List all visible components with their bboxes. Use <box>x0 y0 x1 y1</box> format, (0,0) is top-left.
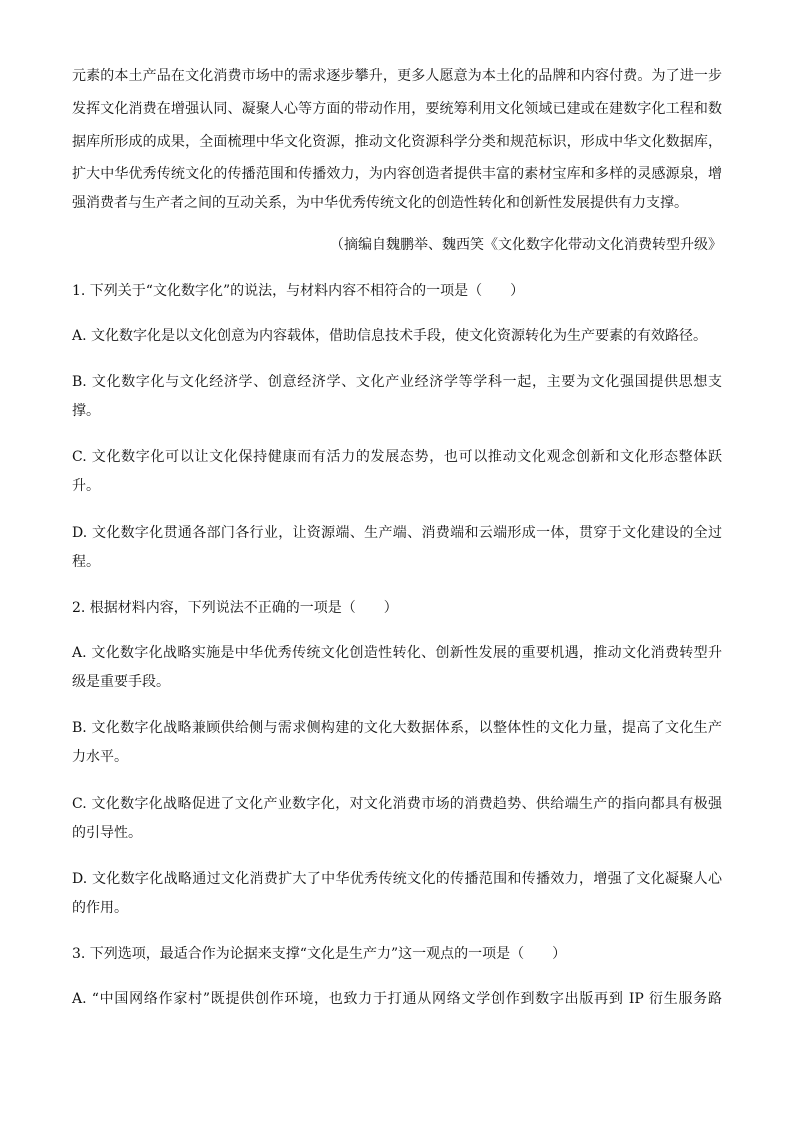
question-3-stem: 3. 下列选项，最适合作为论据来支撑“文化是生产力”这一观点的一项是（ ） <box>72 946 567 962</box>
question-1-option-d: D. 文化数字化贯通各部门各行业，让资源端、生产端、消费端和云端形成一体，贯穿于文化建设的全过 <box>72 525 722 541</box>
question-1-option-b: B. 文化数字化与文化经济学、创意经济学、文化产业经济学等学科一起，主要为文化强国提供思想支 <box>72 374 722 390</box>
question-2-option-b: B. 文化数字化战略兼顾供给侧与需求侧构建的文化大数据体系，以整体性的文化力量，提高了文化生产 <box>72 720 722 736</box>
question-2-option-d-cont: 的作用。 <box>72 900 128 916</box>
passage-line: 元素的本土产品在文化消费市场中的需求逐步攀升，更多人愿意为本土化的品牌和内容付费。为了进一步 <box>72 68 722 84</box>
question-2-option-a: A. 文化数字化战略实施是中华优秀传统文化创造性转化、创新性发展的重要机遇，推动文化消费转型升 <box>72 645 722 661</box>
question-1-option-d-cont: 程。 <box>72 554 100 570</box>
passage-line: 强消费者与生产者之间的互动关系，为中华优秀传统文化的创造性转化和创新性发展提供有力支撑。 <box>72 195 688 211</box>
question-2-option-d: D. 文化数字化战略通过文化消费扩大了中华优秀传统文化的传播范围和传播效力，增强了文化凝聚人心 <box>72 871 722 887</box>
passage-line: 扩大中华优秀传统文化的传播范围和传播效力，为内容创造者提供丰富的素材宝库和多样的灵感源泉，增 <box>72 166 722 182</box>
question-2-option-b-cont: 力水平。 <box>72 749 128 765</box>
question-1-option-c: C. 文化数字化可以让文化保持健康而有活力的发展态势，也可以推动文化观念创新和文化形态整体跃 <box>72 449 722 465</box>
question-2-stem: 2. 根据材料内容，下列说法不正确的一项是（ ） <box>72 600 398 616</box>
question-2-option-c: C. 文化数字化战略促进了文化产业数字化，对文化消费市场的消费趋势、供给端生产的指向都具有极强 <box>72 796 722 812</box>
passage-line: 据库所形成的成果，全面梳理中华文化资源，推动文化资源科学分类和规范标识，形成中华文化数据库， <box>72 134 722 150</box>
passage-line: 发挥文化消费在增强认同、凝聚人心等方面的带动作用，要统筹利用文化领域已建或在建数字化工程和数 <box>72 101 722 117</box>
passage-citation: （摘编自魏鹏举、魏西笑《文化数字化带动文化消费转型升级》 <box>330 237 722 253</box>
question-1-option-b-cont: 撑。 <box>72 403 100 419</box>
question-2-option-a-cont: 级是重要手段。 <box>72 674 170 690</box>
question-1-stem: 1. 下列关于“文化数字化”的说法，与材料内容不相符合的一项是（ ） <box>72 283 525 299</box>
question-1-option-a: A. 文化数字化是以文化创意为内容载体，借助信息技术手段，使文化资源转化为生产要素的有效路径。 <box>72 328 708 344</box>
question-2-option-c-cont: 的引导性。 <box>72 825 142 841</box>
question-3-option-a: A. “中国网络作家村”既提供创作环境，也致力于打通从网络文学创作到数字出版再到 IP 衍生服务路 <box>72 991 722 1007</box>
question-1-option-c-cont: 升。 <box>72 478 100 494</box>
